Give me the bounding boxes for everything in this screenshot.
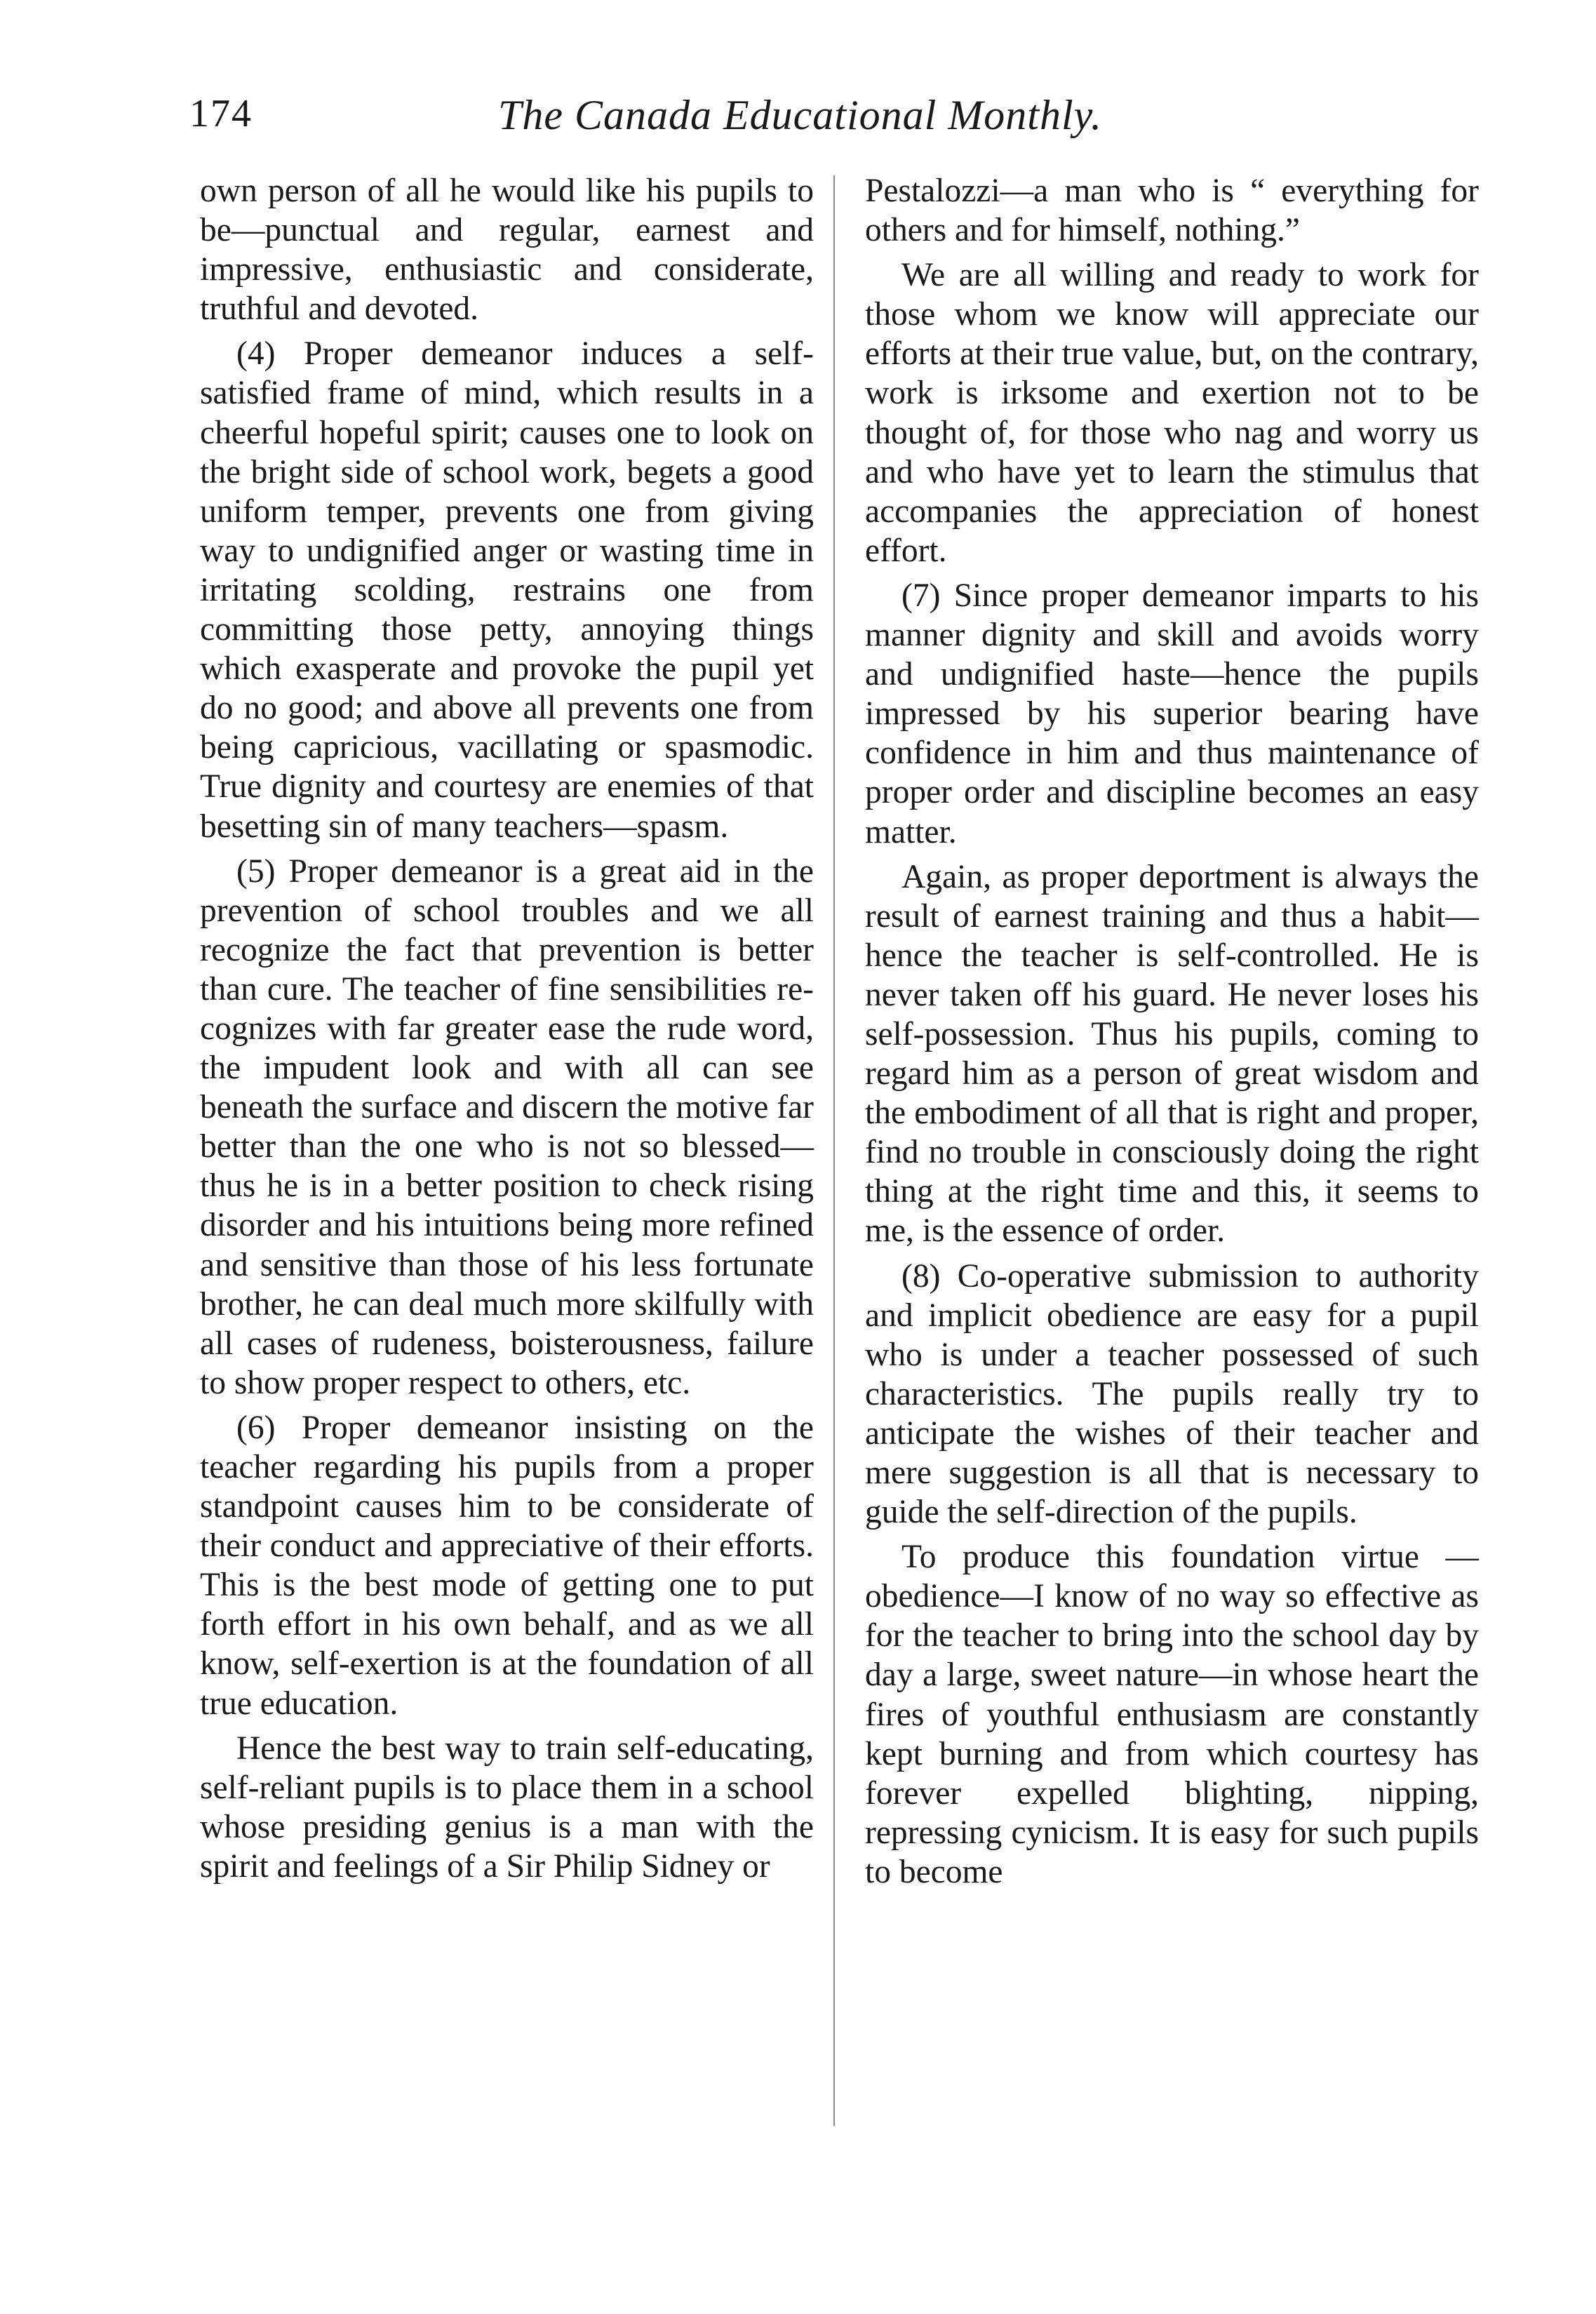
paragraph: Hence the best way to train self-educating, self-reliant pupils is to place them in a school whose presiding genius is a man with the spirit and feelings of a Sir Philip Sidney or [200,1730,814,1885]
paragraph: To produce this foundation virtue —obedience—I know of no way so effective as for the teacher to bring into the school day by day a large, sweet nature—in whose heart the fires of youthful enthusiasm are constantly kept burning and from which courtesy has forever expelled blighting, nipping, repressing cynicism. It is easy for such pupils to become [865,1539,1479,1890]
page-number: 174 [189,92,253,135]
paragraph: We are all willing and ready to work for those whom we know will appreciate our efforts at their true value, but, on the contrary, work is irksome and exertion not to be thought of, for those who nag and worry us and who have yet to learn the stimulus that accompanies the appreciation of honest effort. [865,257,1479,569]
paragraph: (8) Co-operative submission to authority and implicit obedience are easy for a pupil who is under a teacher possessed of such characteristics. The pupils really try to anticipate the wishes of their teacher and mere suggestion is all that is necessary to guide the self-direction of the pupils. [865,1257,1479,1531]
column-divider [833,175,835,2126]
left-column [200,171,814,1886]
paragraph: (4) Proper demeanor induces a self-satisfied frame of mind, which results in a cheerful hopeful spirit; causes one to look on the bright side of school work, begets a good uniform temper, prevents one from giving way to undignified anger or wasting time in irritating scolding, restrains one from committing those petty, annoying things which exasperate and provoke the pupil yet do no good; and above all prevents one from being capricious, vacillating or spasmodic. True dignity and courtesy are enemies of that besetting sin of many teachers—spasm. [200,335,814,845]
right-column [865,171,1479,1892]
paragraph: Again, as proper deportment is always the result of earnest training and thus a habit—hence the teacher is self-controlled. He is never taken off his guard. He never loses his self-possession. Thus his pupils, coming to regard him as a person of great wisdom and the embodiment of all that is right and proper, find no trouble in consciously doing the right thing at the right time and this, it seems to me, is the essence of order. [865,858,1479,1250]
paragraph: Pestalozzi—a man who is “ everything for others and for himself, nothing.” [865,173,1479,249]
paragraph: (5) Proper demeanor is a great aid in the prevention of school troubles and we all recognize the fact that prevention is better than cure. The teacher of fine sensibilities recognizes with far greater ease the rude word, the impudent look and with all can see beneath the surface and discern the motive far better than the one who is not so blessed—thus he is in a better position to check rising disorder and his intuitions being more refined and sensitive than those of his less fortunate brother, he can deal much more skilfully with all cases of rudeness, boisterousness, failure to show proper respect to others, etc. [200,852,814,1401]
page-header [189,91,1508,147]
paragraph: own person of all he would like his pupils to be—punctual and regular, earnest and impressive, enthusiastic and considerate, truthful and devoted. [200,173,814,328]
paragraph: (6) Proper demeanor insisting on the teacher regarding his pupils from a proper standpoint causes him to be considerate of their conduct and appreciative of their efforts. This is the best mode of getting one to put forth effort in his own behalf, and as we all know, self-exertion is at the foundation of all true education. [200,1409,814,1722]
paragraph: (7) Since proper demeanor imparts to his manner dignity and skill and avoids worry and undignified haste—hence the pupils impressed by his superior bearing have confidence in him and thus maintenance of proper order and discipline becomes an easy matter. [865,577,1479,850]
running-title: The Canada Educational Monthly. [498,92,1102,138]
